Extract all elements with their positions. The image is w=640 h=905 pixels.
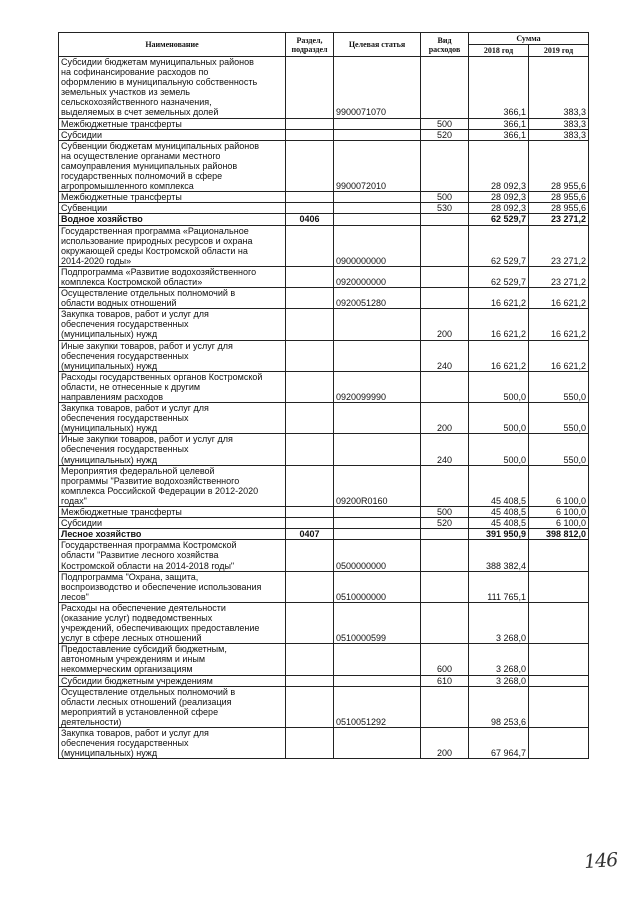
row-sum-2018: 16 621,2: [469, 340, 529, 371]
budget-sheet: [58, 32, 588, 759]
row-sum-2019: 383,3: [529, 118, 589, 129]
table-row: [59, 434, 589, 465]
row-article: [334, 529, 421, 540]
row-sum-2018: 16 621,2: [469, 288, 529, 309]
table-row: [59, 192, 589, 203]
row-section: [286, 288, 334, 309]
header-article: Целевая статья: [334, 33, 421, 57]
row-sum-2019: 28 955,6: [529, 140, 589, 191]
row-section: [286, 518, 334, 529]
row-section: [286, 309, 334, 340]
row-sum-2018: 16 621,2: [469, 309, 529, 340]
row-sum-2018: 62 529,7: [469, 214, 529, 225]
row-section: [286, 57, 334, 119]
row-sum-2019: 550,0: [529, 403, 589, 434]
table-row: [59, 288, 589, 309]
row-name: Осуществление отдельных полномочий в области лесных отношений (реализация мероприятий в установленной сфере деятельности): [59, 686, 286, 727]
table-row: [59, 403, 589, 434]
table-row: [59, 203, 589, 214]
row-name: Субсидии бюджетным учреждениям: [59, 675, 286, 686]
row-name: Закупка товаров, работ и услуг для обеспечения государственных (муниципальных) нужд: [59, 309, 286, 340]
table-row: [59, 644, 589, 675]
table-row: [59, 214, 589, 225]
row-sum-2018: 62 529,7: [469, 266, 529, 287]
row-sum-2018: 366,1: [469, 118, 529, 129]
row-article: 0510051292: [334, 686, 421, 727]
row-name: Субсидии: [59, 129, 286, 140]
table-row: [59, 129, 589, 140]
row-section: [286, 465, 334, 506]
row-name: Расходы на обеспечение деятельности (оказание услуг) подведомственных учреждений, обеспечивающих предоставление услуг в сфере лесных отношений: [59, 602, 286, 643]
table-row: [59, 540, 589, 571]
table-body: [59, 57, 589, 759]
row-section: [286, 192, 334, 203]
row-vid: [421, 602, 469, 643]
row-section: [286, 225, 334, 266]
row-name: Закупка товаров, работ и услуг для обеспечения государственных (муниципальных) нужд: [59, 403, 286, 434]
header-section: Раздел, подраздел: [286, 33, 334, 57]
row-vid: 500: [421, 192, 469, 203]
table-row: [59, 571, 589, 602]
row-article: 0920099990: [334, 371, 421, 402]
row-article: 0920051280: [334, 288, 421, 309]
row-sum-2018: 45 408,5: [469, 507, 529, 518]
row-sum-2018: 45 408,5: [469, 518, 529, 529]
row-article: 0510000000: [334, 571, 421, 602]
row-section: [286, 644, 334, 675]
table-header: [59, 33, 589, 57]
row-sum-2018: 3 268,0: [469, 675, 529, 686]
row-sum-2018: 62 529,7: [469, 225, 529, 266]
row-sum-2018: 500,0: [469, 434, 529, 465]
row-name: Лесное хозяйство: [59, 529, 286, 540]
row-article: [334, 507, 421, 518]
row-vid: [421, 140, 469, 191]
row-name: Субсидии: [59, 518, 286, 529]
row-name: Расходы государственных органов Костромской области, не отнесенные к другим направлениям расходов: [59, 371, 286, 402]
row-sum-2019: [529, 602, 589, 643]
row-section: [286, 540, 334, 571]
row-section: [286, 266, 334, 287]
header-sum: Сумма: [469, 33, 589, 45]
row-vid: 500: [421, 507, 469, 518]
row-vid: [421, 288, 469, 309]
row-vid: [421, 57, 469, 119]
row-sum-2019: 6 100,0: [529, 507, 589, 518]
row-name: Иные закупки товаров, работ и услуг для обеспечения государственных (муниципальных) нужд: [59, 340, 286, 371]
row-sum-2018: 500,0: [469, 371, 529, 402]
row-name: Мероприятия федеральной целевой программы "Развитие водохозяйственного комплекса Российской Федерации в 2012-2020 годах": [59, 465, 286, 506]
row-sum-2019: [529, 686, 589, 727]
row-name: Закупка товаров, работ и услуг для обеспечения государственных (муниципальных) нужд: [59, 728, 286, 759]
row-sum-2018: 28 092,3: [469, 203, 529, 214]
row-vid: 200: [421, 728, 469, 759]
row-section: [286, 371, 334, 402]
row-sum-2018: 388 382,4: [469, 540, 529, 571]
row-vid: [421, 529, 469, 540]
row-name: Межбюджетные трансферты: [59, 118, 286, 129]
row-sum-2018: 28 092,3: [469, 140, 529, 191]
row-section: [286, 571, 334, 602]
row-article: 9900072010: [334, 140, 421, 191]
row-article: [334, 309, 421, 340]
row-section: [286, 203, 334, 214]
row-section: 0406: [286, 214, 334, 225]
row-name: Субвенции бюджетам муниципальных районов на осуществление органами местного самоуправления муниципальных районов государственных полномочий в сфере агропромышленного комплекса: [59, 140, 286, 191]
row-name: Водное хозяйство: [59, 214, 286, 225]
row-article: [334, 518, 421, 529]
row-sum-2019: 6 100,0: [529, 518, 589, 529]
row-sum-2018: 3 268,0: [469, 602, 529, 643]
row-section: [286, 728, 334, 759]
row-section: 0407: [286, 529, 334, 540]
row-sum-2019: [529, 571, 589, 602]
row-article: 0900000000: [334, 225, 421, 266]
row-vid: [421, 465, 469, 506]
table-row: [59, 118, 589, 129]
row-vid: 200: [421, 403, 469, 434]
row-name: Подпрограмма "Охрана, защита, воспроизводство и обеспечение использования лесов": [59, 571, 286, 602]
table-row: [59, 225, 589, 266]
table-row: [59, 675, 589, 686]
row-section: [286, 340, 334, 371]
row-section: [286, 434, 334, 465]
row-vid: 600: [421, 644, 469, 675]
table-row: [59, 340, 589, 371]
row-article: [334, 728, 421, 759]
row-section: [286, 686, 334, 727]
row-vid: [421, 371, 469, 402]
row-sum-2019: [529, 644, 589, 675]
row-sum-2019: 23 271,2: [529, 225, 589, 266]
row-sum-2018: 98 253,6: [469, 686, 529, 727]
table-row: [59, 602, 589, 643]
row-section: [286, 507, 334, 518]
table-row: [59, 266, 589, 287]
row-sum-2018: 391 950,9: [469, 529, 529, 540]
row-vid: [421, 540, 469, 571]
row-sum-2018: 366,1: [469, 57, 529, 119]
row-sum-2019: [529, 675, 589, 686]
row-vid: 200: [421, 309, 469, 340]
row-sum-2019: [529, 728, 589, 759]
row-vid: 240: [421, 340, 469, 371]
row-vid: [421, 571, 469, 602]
table-row: [59, 728, 589, 759]
row-name: Межбюджетные трансферты: [59, 192, 286, 203]
row-article: [334, 129, 421, 140]
row-name: Предоставление субсидий бюджетным, автономным учреждениям и иным некоммерческим организациям: [59, 644, 286, 675]
row-sum-2018: 45 408,5: [469, 465, 529, 506]
row-sum-2019: 16 621,2: [529, 309, 589, 340]
row-name: Межбюджетные трансферты: [59, 507, 286, 518]
table-row: [59, 371, 589, 402]
table-row: [59, 529, 589, 540]
row-article: 0510000599: [334, 602, 421, 643]
budget-table: [58, 32, 589, 759]
row-sum-2019: 28 955,6: [529, 192, 589, 203]
row-name: Осуществление отдельных полномочий в области водных отношений: [59, 288, 286, 309]
row-section: [286, 140, 334, 191]
row-sum-2019: 398 812,0: [529, 529, 589, 540]
row-article: 09200R0160: [334, 465, 421, 506]
row-vid: [421, 214, 469, 225]
row-name: Субвенции: [59, 203, 286, 214]
row-sum-2018: 67 964,7: [469, 728, 529, 759]
table-row: [59, 57, 589, 119]
row-sum-2019: 383,3: [529, 129, 589, 140]
row-sum-2018: 3 268,0: [469, 644, 529, 675]
row-vid: 610: [421, 675, 469, 686]
table-row: [59, 140, 589, 191]
row-sum-2018: 28 092,3: [469, 192, 529, 203]
row-sum-2019: 550,0: [529, 434, 589, 465]
row-sum-2019: 383,3: [529, 57, 589, 119]
row-name: Государственная программа «Рациональное использование природных ресурсов и охрана окружающей среды Костромской области на 2014-2020 годы»: [59, 225, 286, 266]
row-article: [334, 118, 421, 129]
row-article: 9900071070: [334, 57, 421, 119]
table-row: [59, 686, 589, 727]
table-row: [59, 507, 589, 518]
row-name: Иные закупки товаров, работ и услуг для обеспечения государственных (муниципальных) нужд: [59, 434, 286, 465]
row-sum-2018: 366,1: [469, 129, 529, 140]
table-row: [59, 465, 589, 506]
header-vid: Вид расходов: [421, 33, 469, 57]
row-section: [286, 118, 334, 129]
row-sum-2019: 550,0: [529, 371, 589, 402]
row-article: [334, 675, 421, 686]
row-vid: 520: [421, 129, 469, 140]
row-section: [286, 129, 334, 140]
table-row: [59, 309, 589, 340]
row-sum-2019: 28 955,6: [529, 203, 589, 214]
row-article: [334, 203, 421, 214]
row-vid: [421, 686, 469, 727]
header-2019: 2019 год: [529, 45, 589, 57]
row-article: [334, 434, 421, 465]
row-vid: 240: [421, 434, 469, 465]
handwritten-page-number: 146: [583, 848, 618, 874]
row-vid: [421, 225, 469, 266]
row-name: Государственная программа Костромской области "Развитие лесного хозяйства Костромской области на 2014-2018 годы": [59, 540, 286, 571]
row-article: [334, 403, 421, 434]
row-sum-2019: [529, 540, 589, 571]
row-sum-2019: 23 271,2: [529, 266, 589, 287]
row-article: 0920000000: [334, 266, 421, 287]
row-article: [334, 340, 421, 371]
row-section: [286, 675, 334, 686]
row-sum-2019: 6 100,0: [529, 465, 589, 506]
row-article: 0500000000: [334, 540, 421, 571]
row-article: [334, 192, 421, 203]
table-row: [59, 518, 589, 529]
row-vid: [421, 266, 469, 287]
row-sum-2019: 16 621,2: [529, 340, 589, 371]
header-name: Наименование: [59, 33, 286, 57]
row-name: Подпрограмма «Развитие водохозяйственного комплекса Костромской области»: [59, 266, 286, 287]
row-vid: 500: [421, 118, 469, 129]
row-sum-2018: 500,0: [469, 403, 529, 434]
row-section: [286, 403, 334, 434]
row-name: Субсидии бюджетам муниципальных районов на софинансирование расходов по оформлению в муниципальную собственность земельных участков из земель сельскохозяйственного назначения, выделяемых в счет земельных долей: [59, 57, 286, 119]
row-vid: 530: [421, 203, 469, 214]
row-sum-2019: 23 271,2: [529, 214, 589, 225]
header-2018: 2018 год: [469, 45, 529, 57]
row-article: [334, 214, 421, 225]
row-sum-2019: 16 621,2: [529, 288, 589, 309]
row-article: [334, 644, 421, 675]
row-section: [286, 602, 334, 643]
row-vid: 520: [421, 518, 469, 529]
row-sum-2018: 111 765,1: [469, 571, 529, 602]
